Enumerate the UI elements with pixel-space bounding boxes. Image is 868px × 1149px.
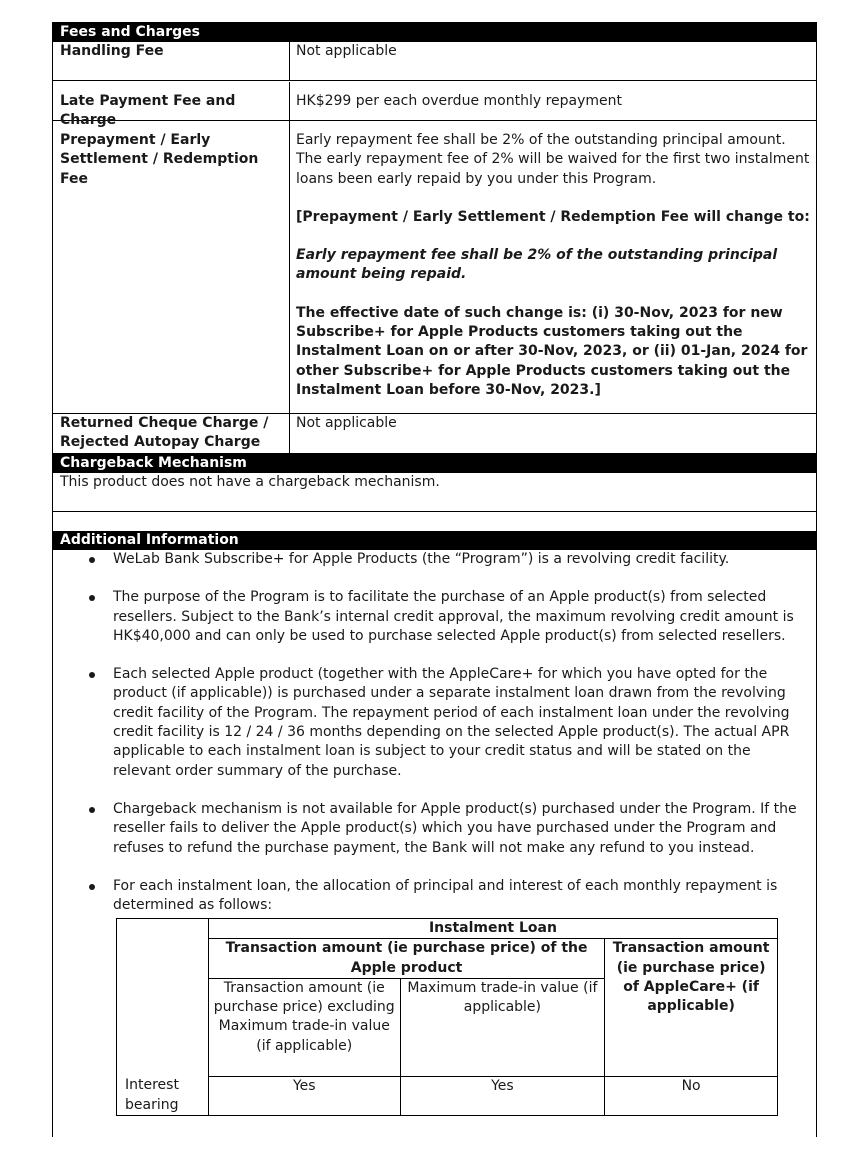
applecare-group-header: Transaction amount (ie purchase price) of AppleCare+ (if applicable): [605, 939, 778, 1077]
additional-info-list: [53, 550, 816, 915]
prepayment-current-text: Early repayment fee shall be 2% of the outstanding principal amount. The early repayment fee of 2% will be waived for the first two instalment loans been early repaid by you under this Program.: [296, 132, 810, 187]
spacer: [53, 512, 816, 531]
prepayment-row: [53, 121, 816, 414]
table-cell: Yes: [400, 1076, 605, 1115]
amount-excluding-tradein-header: Transaction amount (ie purchase price) excluding Maximum trade-in value (if applicable): [208, 978, 400, 1076]
table-row: [117, 1076, 778, 1115]
list-item: For each instalment loan, the allocation of principal and interest of each monthly repayment is determined as follows:: [53, 877, 816, 916]
additional-info-body: [53, 550, 816, 1137]
prepayment-label: Prepayment / Early Settlement / Redemption Fee: [53, 121, 290, 413]
instalment-loan-header: Instalment Loan: [208, 919, 777, 939]
chargeback-section-header: Chargeback Mechanism: [53, 454, 816, 473]
additional-section-header: Additional Information: [53, 531, 816, 550]
prepayment-change-heading: [Prepayment / Early Settlement / Redemption Fee will change to:: [296, 208, 810, 225]
handling-fee-label: Handling Fee: [53, 42, 290, 80]
returned-cheque-row: [53, 414, 816, 454]
table-corner-cell: [117, 919, 209, 1077]
table-cell: Yes: [208, 1076, 400, 1115]
returned-cheque-label: Returned Cheque Charge / Rejected Autopay Charge: [53, 414, 290, 453]
handling-fee-row: [53, 42, 816, 81]
fees-section-header: Fees and Charges: [53, 23, 816, 42]
chargeback-text: This product does not have a chargeback mechanism.: [53, 473, 816, 512]
fact-sheet: [52, 22, 817, 1137]
max-tradein-header: Maximum trade-in value (if applicable): [400, 978, 605, 1076]
returned-cheque-value: Not applicable: [296, 415, 397, 431]
list-item: Each selected Apple product (together with the AppleCare+ for which you have opted for the product (if applicable)) is purchased under a separate instalment loan drawn from the revolving credit facility of the Program. The repayment period of each instalment loan under the revolving credit facility is 12 / 24 / 36 months depending on the selected Apple product(s). The actual APR applicable to each instalment loan is subject to your credit status and will be stated on the relevant order summary of the purchase.: [53, 665, 816, 781]
prepayment-new-text: Early repayment fee shall be 2% of the outstanding principal amount being repaid.: [296, 247, 778, 283]
late-payment-row: [53, 81, 816, 129]
table-cell: No: [605, 1076, 778, 1115]
handling-fee-value: Not applicable: [296, 43, 397, 59]
prepayment-value: [290, 121, 816, 413]
list-item: The purpose of the Program is to facilitate the purchase of an Apple product(s) from selected resellers. Subject to the Bank’s internal credit approval, the maximum revolving credit amount is HK$40,000 and can only be used to purchase selected Apple product(s) from selected resellers.: [53, 588, 816, 646]
late-payment-label: Late Payment Fee and Charge: [53, 82, 290, 120]
interest-bearing-label: Interest bearing: [117, 1076, 209, 1115]
list-item: Chargeback mechanism is not available for Apple product(s) purchased under the Program. If the reseller fails to deliver the Apple product(s) which you have purchased under the Program and refuses to refund the purchase payment, the Bank will not make any refund to you instead.: [53, 800, 816, 858]
late-payment-value: HK$299 per each overdue monthly repayment: [296, 93, 622, 109]
instalment-allocation-table: [116, 918, 778, 1116]
fact-sheet-frame: [52, 22, 817, 1137]
list-item: WeLab Bank Subscribe+ for Apple Products (the “Program”) is a revolving credit facility.: [53, 550, 816, 569]
apple-product-group-header: Transaction amount (ie purchase price) of the Apple product: [208, 939, 604, 979]
prepayment-effective-date: The effective date of such change is: (i) 30-Nov, 2023 for new Subscribe+ for Apple Products customers taking out the Instalment Loan on or after 30-Nov, 2023, or (ii) 01-Jan, 2024 for other Subscribe+ for Apple Products customers taking out the Instalment Loan before 30-Nov, 2023.]: [296, 304, 808, 398]
